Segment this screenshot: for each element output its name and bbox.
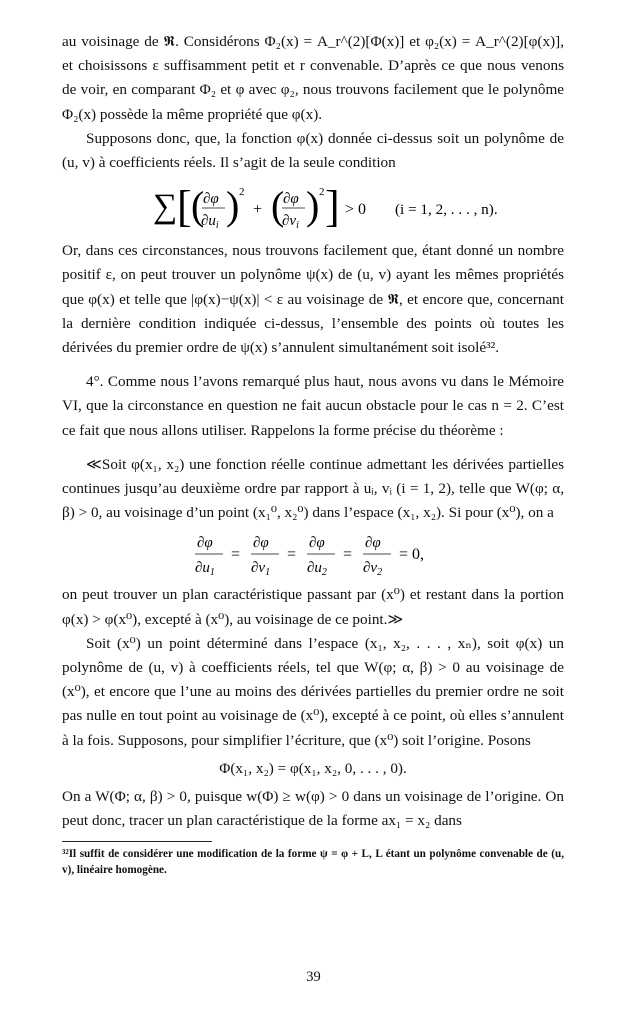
svg-text:= 0,: = 0,	[399, 546, 425, 564]
svg-text:∂φ: ∂φ	[365, 535, 381, 552]
paragraph-7: Soit (x⁰) un point déterminé dans l’espace (x₁, x₂, . . . , xₙ), soit φ(x) un polynôme de (u, v) à coefficients réels, tel que W(φ; α, β) > 0 au voisinage de (x⁰), et encore que l’une au moins des dérivées partielles du premier ordre ne soit pas nulle en tout point au voisinage de (x⁰), excepté à ce point, où elles s’annulent à la fois. Supposons, pour simplifier l’écriture, que (x⁰) soit l’origine. Posons	[62, 634, 564, 749]
equation-partials-svg	[183, 527, 443, 581]
svg-text:∂v1: $\partial v_1$	[251, 560, 271, 579]
svg-text:2: 2	[319, 186, 325, 199]
svg-text:(: (	[271, 183, 285, 229]
svg-text:∂φ: ∂φ	[309, 535, 325, 552]
svg-text:=: =	[343, 546, 353, 564]
svg-text:): )	[226, 183, 240, 229]
footnote-32: ³²Il suffit de considérer une modification de la forme ψ = φ + L, L étant un polynôme convenable de (u, v), linéaire homogène.	[62, 848, 564, 877]
svg-text:∑: ∑	[153, 188, 178, 226]
svg-text:[: [	[177, 182, 192, 232]
svg-text:∂u2: $\partial u_2$	[307, 560, 327, 579]
equation-sum-condition-text: (i = 1, 2, . . . , n).	[395, 201, 498, 219]
svg-text:∂φ: ∂φ	[283, 191, 299, 208]
svg-text:∂ui: $\partial u_i$	[201, 213, 219, 232]
svg-text:2: 2	[239, 186, 245, 199]
page-number: 39	[306, 969, 321, 985]
paragraph-2: Supposons donc, que, la fonction φ(x) donnée ci-dessus soit un polynôme de (u, v) à coefficients réels. Il s’agit de la seule condition	[62, 129, 564, 172]
equation-sum-condition	[62, 175, 564, 239]
svg-text:(: (	[191, 183, 205, 229]
svg-text:+: +	[253, 201, 263, 219]
paragraph-3: Or, dans ces circonstances, nous trouvons facilement que, étant donné un nombre positif ε, on peut trouver un polynôme ψ(x) de (u, v) ayant les mêmes propriétés que φ(x) et telle que |φ(x)−ψ(x)| < ε au voisinage de 𝕽, et encore que, concernant la dernière condition indiquée ci-dessus, l’ensemble des points où toutes les dérivées du premier ordre de ψ(x) s’annulent simultanément soit isolé³².	[62, 242, 564, 357]
svg-text:∂v2: $\partial v_2$	[363, 560, 383, 579]
paragraph-4: 4°. Comme nous l’avons remarqué plus haut, nous avons vu dans le Mémoire VI, que la circonstance en question ne fait aucun obstacle pour le cas n = 2. C’est ce fait que nous allons utiliser. Rappelons la forme précise du théorème :	[62, 373, 564, 439]
paragraph-1: au voisinage de 𝕽. Considérons Φ₂(x) = A_r^(2)[Φ(x)] et φ₂(x) = A_r^(2)[φ(x)], et choisissons ε suffisamment petit et r convenable. D’après ce que nous venons de voir, en comparant Φ₂ et φ avec φ₂, nous trouvons facilement que le polynôme Φ₂(x) possède la même propriété que φ(x).	[62, 33, 564, 123]
svg-text:=: =	[231, 546, 241, 564]
svg-text:∂φ: ∂φ	[203, 191, 219, 208]
equation-phi-definition	[62, 753, 564, 785]
equation-partial-derivatives	[62, 525, 564, 583]
paragraph-5-theorem: ≪Soit φ(x₁, x₂) une fonction réelle continue admettant les dérivées partielles continues jusqu’au deuxième ordre par rapport à uᵢ, vᵢ (i = 1, 2), telle que W(φ; α, β) > 0, au voisinage d’un point (x₁⁰, x₂⁰) dans l’espace (x₁, x₂). Si pour (x⁰), on a	[62, 455, 564, 522]
svg-text:∂φ: ∂φ	[253, 535, 269, 552]
paragraph-6: on peut trouver un plan caractéristique passant par (x⁰) et restant dans la portion φ(x) > φ(x⁰), excepté à (x⁰), au voisinage de ce point.≫	[62, 586, 564, 628]
svg-text:> 0: > 0	[345, 201, 367, 219]
equation-phi-text: Φ(x₁, x₂) = φ(x₁, x₂, 0, . . . , 0).	[219, 759, 407, 777]
svg-text:∂u1: $\partial u_1$	[195, 560, 215, 579]
svg-text:]: ]	[325, 182, 340, 232]
svg-text:∂vi: $\partial v_i$	[282, 213, 299, 232]
footnote-divider	[62, 841, 212, 842]
paragraph-8: On a W(Φ; α, β) > 0, puisque w(Φ) ≥ w(φ) > 0 dans un voisinage de l’origine. On peut donc, tracer un plan caractéristique de la forme ax₁ = x₂ dans	[62, 787, 564, 830]
equation-sum-svg	[113, 177, 513, 237]
svg-text:∂φ: ∂φ	[197, 535, 213, 552]
page-body	[62, 30, 564, 878]
svg-text:=: =	[287, 546, 297, 564]
svg-text:): )	[306, 183, 320, 229]
